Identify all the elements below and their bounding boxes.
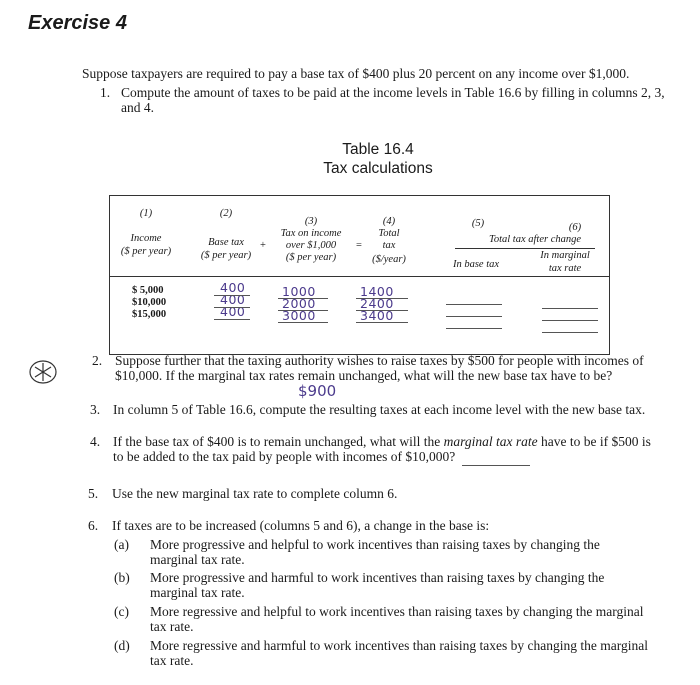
q2-line1: Suppose further that the taxing authority wishes to raise taxes by $500 for people with incomes of	[115, 353, 644, 368]
col6-label: In marginal	[540, 250, 590, 261]
col1-unit: ($ per year)	[120, 246, 172, 257]
col6-blank-1[interactable]	[542, 308, 598, 309]
tax-income-line-1	[278, 298, 328, 299]
income-row-1: $ 5,000	[132, 285, 164, 296]
col1-label: Income	[130, 233, 162, 244]
q6-option-c-label: (c)	[114, 604, 129, 619]
equals-sign: =	[356, 240, 362, 251]
q1-line1: Compute the amount of taxes to be paid at the income levels in Table 16.6 by filling in columns 2, 3,	[121, 85, 665, 100]
q6-option-b-line1: More progressive and harmful to work incentives than raising taxes by changing the	[150, 570, 605, 585]
intro-text: Suppose taxpayers are required to pay a base tax of $400 plus 20 percent on any income over $1,000.	[82, 66, 630, 81]
q1-number: 1.	[100, 85, 111, 100]
col1-number: (1)	[139, 208, 153, 219]
q6-option-d-label: (d)	[114, 638, 130, 653]
total-line-2	[356, 310, 408, 311]
col5-number: (5)	[471, 218, 485, 229]
col4-unit: ($/year)	[372, 254, 406, 265]
q6-option-b-line2: marginal tax rate.	[150, 585, 245, 600]
table-caption-title: Tax calculations	[323, 160, 433, 177]
hw-base-tax-2: 400	[220, 292, 246, 307]
q3-line1: In column 5 of Table 16.6, compute the resulting taxes at each income level with the new base tax.	[113, 402, 646, 417]
hw-tax-on-income-3: 3000	[282, 308, 316, 323]
total-line-1	[356, 298, 408, 299]
col4-number: (4)	[382, 216, 396, 227]
hw-base-tax-1: 400	[220, 280, 246, 295]
q2-number: 2.	[92, 353, 103, 368]
tax-income-line-2	[278, 310, 328, 311]
col5-blank-2[interactable]	[446, 316, 502, 317]
q6-option-c-line1: More regressive and helpful to work incentives than raising taxes by changing the marginal	[150, 604, 644, 619]
star-mark-icon	[28, 359, 58, 390]
q1-line2: and 4.	[121, 100, 154, 115]
exercise-title: Exercise 4	[28, 12, 127, 34]
col3-label-2: over $1,000	[285, 240, 337, 251]
total-line-3	[356, 322, 408, 323]
q6-option-d-line2: tax rate.	[150, 653, 194, 668]
hw-tax-on-income-2: 2000	[282, 296, 316, 311]
q4-line2: to be added to the tax paid by people with incomes of $10,000?	[113, 449, 456, 464]
q6-option-a-label: (a)	[114, 537, 129, 552]
q2-line2: $10,000. If the marginal tax rates remain unchanged, what will the new base tax have to be?	[115, 368, 613, 383]
q4-line1-italic: marginal tax rate	[443, 434, 538, 449]
col5-blank-3[interactable]	[446, 328, 502, 329]
col2-number: (2)	[219, 208, 233, 219]
col3-label: Tax on income	[280, 228, 342, 239]
q4-line1-c: have to be if $500 is	[537, 434, 651, 449]
q2-handwritten-answer: $900	[298, 382, 337, 400]
col4-label: Total	[378, 228, 400, 239]
col56-header: Total tax after change	[488, 234, 582, 245]
q3-number: 3.	[90, 402, 101, 417]
q4-number: 4.	[90, 434, 101, 449]
q5-line1: Use the new marginal tax rate to complete column 6.	[112, 486, 398, 501]
base-tax-line-2	[214, 307, 250, 308]
q6-option-a-line1: More progressive and helpful to work incentives than raising taxes by changing the	[150, 537, 600, 552]
q5-number: 5.	[88, 486, 99, 501]
tax-income-line-3	[278, 322, 328, 323]
hw-total-tax-1: 1400	[360, 284, 394, 299]
col2-label: Base tax	[208, 237, 244, 248]
hw-total-tax-2: 2400	[360, 296, 394, 311]
hw-tax-on-income-1: 1000	[282, 284, 316, 299]
col6-number: (6)	[568, 222, 582, 233]
income-row-3: $15,000	[132, 309, 167, 320]
q6-option-d-line1: More regressive and harmful to work incentives than raising taxes by changing the marginal	[150, 638, 648, 653]
tax-table	[109, 195, 610, 355]
q4-answer-blank[interactable]	[462, 465, 530, 466]
q6-number: 6.	[88, 518, 99, 533]
col6-blank-2[interactable]	[542, 320, 598, 321]
base-tax-line-1	[214, 295, 250, 296]
q6-option-c-line2: tax rate.	[150, 619, 194, 634]
q6-option-b-label: (b)	[114, 570, 130, 585]
q4-line1	[113, 434, 651, 450]
base-tax-line-3	[214, 319, 250, 320]
q4-line1-a: If the base tax of $400 is to remain unchanged, what will the	[113, 434, 444, 449]
income-row-2: $10,000	[132, 297, 167, 308]
table-caption-number: Table 16.4	[342, 141, 414, 158]
table-header-divider	[110, 276, 609, 277]
col6-blank-3[interactable]	[542, 332, 598, 333]
plus-sign: +	[260, 240, 266, 251]
col2-unit: ($ per year)	[200, 250, 252, 261]
hw-base-tax-3: 400	[220, 304, 246, 319]
col6-label-2: tax rate	[548, 263, 582, 274]
col5-label: In base tax	[452, 259, 500, 270]
q6-line1: If taxes are to be increased (columns 5 and 6), a change in the base is:	[112, 518, 490, 533]
col4-label-2: tax	[382, 240, 396, 251]
col5-blank-1[interactable]	[446, 304, 502, 305]
hw-total-tax-3: 3400	[360, 308, 394, 323]
col3-number: (3)	[304, 216, 318, 227]
q6-option-a-line2: marginal tax rate.	[150, 552, 245, 567]
col3-unit: ($ per year)	[285, 252, 337, 263]
